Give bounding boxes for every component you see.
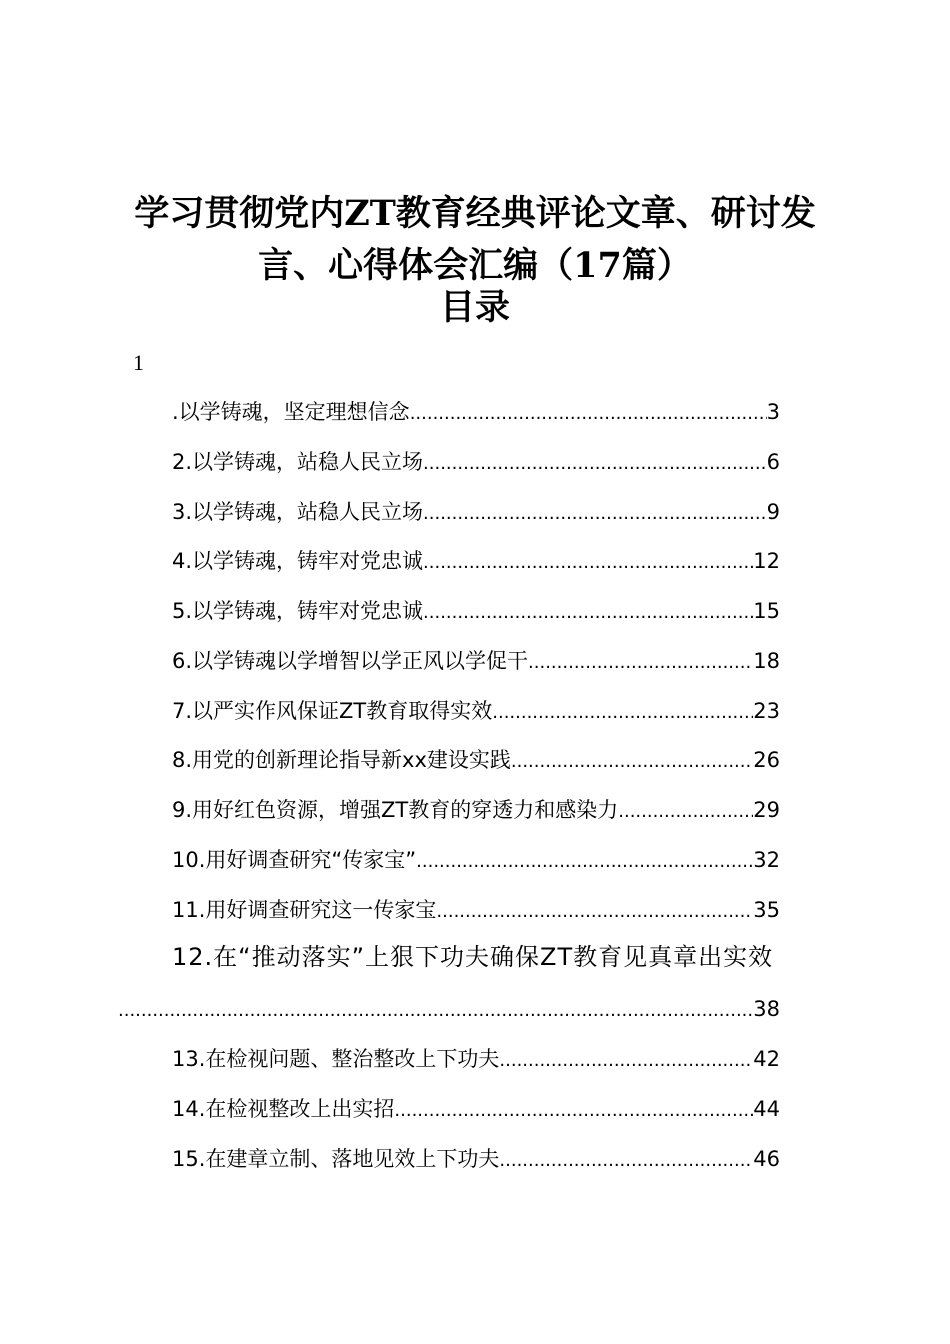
title-line-1: 学习贯彻党内ZT教育经典评论文章、研讨发 [134,193,816,234]
toc-entry-wrapped-title[interactable]: 12.在“推动落实”上狠下功夫确保ZT教育见真章出实效 [172,943,774,971]
toc-entry[interactable] [172,396,780,428]
toc-leader-dots [423,448,767,478]
toc-entry-title: 2.以学铸魂，站稳人民立场 [172,450,424,474]
toc-entry[interactable] [172,894,780,926]
toc-entry[interactable] [172,794,780,826]
toc-leader-dots [511,746,753,776]
title-line-2: 言、心得体会汇编（17篇） [258,245,692,286]
toc-entry[interactable] [172,1093,780,1125]
toc-heading: 目录 [439,287,510,328]
toc-entry-title: 3.以学铸魂，站稳人民立场 [172,500,424,524]
toc-leader-dots [423,547,753,577]
toc-entry-page: 6 [766,450,780,474]
toc-entry-page: 29 [753,798,780,822]
toc-entry-title: 13.在检视问题、整治整改上下功夫 [172,1047,500,1071]
toc-entry-title: 6.以学铸魂以学增智以学正风以学促干 [172,649,529,673]
toc-leader-dots [118,995,753,1025]
toc-leader-dots [499,1045,753,1075]
toc-leader-dots [499,1145,753,1175]
toc-entry[interactable] [172,844,780,876]
toc-entry[interactable] [172,744,780,776]
toc-leader-dots [492,697,753,727]
toc-leader-dots [528,647,753,677]
toc-entry-page: 32 [753,848,780,872]
toc-leader-dots [423,498,767,528]
toc-leader-dots [423,597,753,627]
toc-entry[interactable] [172,496,780,528]
toc-entry[interactable] [172,446,780,478]
toc-entry-page: 44 [753,1097,780,1121]
toc-entry-title: 7.以严实作风保证ZT教育取得实效 [172,699,493,723]
toc-entry-title: 10.用好调查研究“传家宝” [172,848,417,872]
toc-entry-title: 11.用好调查研究这一传家宝 [172,898,437,922]
toc-entry-page: 42 [753,1047,780,1071]
toc-leader-dots [410,398,767,428]
page-marker: 1 [133,350,144,375]
toc-leader-dots [416,846,753,876]
toc-entry-title: 8.用党的创新理论指导新xx建设实践 [172,748,511,772]
toc-entry-title: .以学铸魂，坚定理想信念 [172,400,410,424]
toc-entry-title: 4.以学铸魂，铸牢对党忠诚 [172,549,424,573]
toc-entry-page: 38 [753,997,780,1021]
toc-entry-title: 9.用好红色资源，增强ZT教育的穿透力和感染力 [172,798,619,822]
toc-entry[interactable] [172,1143,780,1175]
toc-entry-title: 5.以学铸魂，铸牢对党忠诚 [172,599,424,623]
toc-entry-page: 23 [753,699,780,723]
toc-entry-wrapped-leader[interactable] [118,993,780,1025]
toc-entry-page: 18 [753,649,780,673]
toc-entry-title: 15.在建章立制、落地见效上下功夫 [172,1147,500,1171]
toc-entry[interactable] [172,545,780,577]
toc-entry-page: 12 [753,549,780,573]
toc-entry[interactable] [172,1043,780,1075]
toc-leader-dots [618,796,753,826]
toc-entry-page: 26 [753,748,780,772]
toc-entry-page: 9 [766,500,780,524]
toc-entry-title: 14.在检视整改上出实招 [172,1097,395,1121]
toc-leader-dots [436,896,753,926]
toc-entry[interactable] [172,645,780,677]
toc-entry-page: 15 [753,599,780,623]
toc-entry-page: 35 [753,898,780,922]
toc-entry-page: 46 [753,1147,780,1171]
toc-entry[interactable] [172,695,780,727]
toc-entry-page: 3 [766,400,780,424]
toc-entry[interactable] [172,595,780,627]
toc-leader-dots [394,1095,753,1125]
